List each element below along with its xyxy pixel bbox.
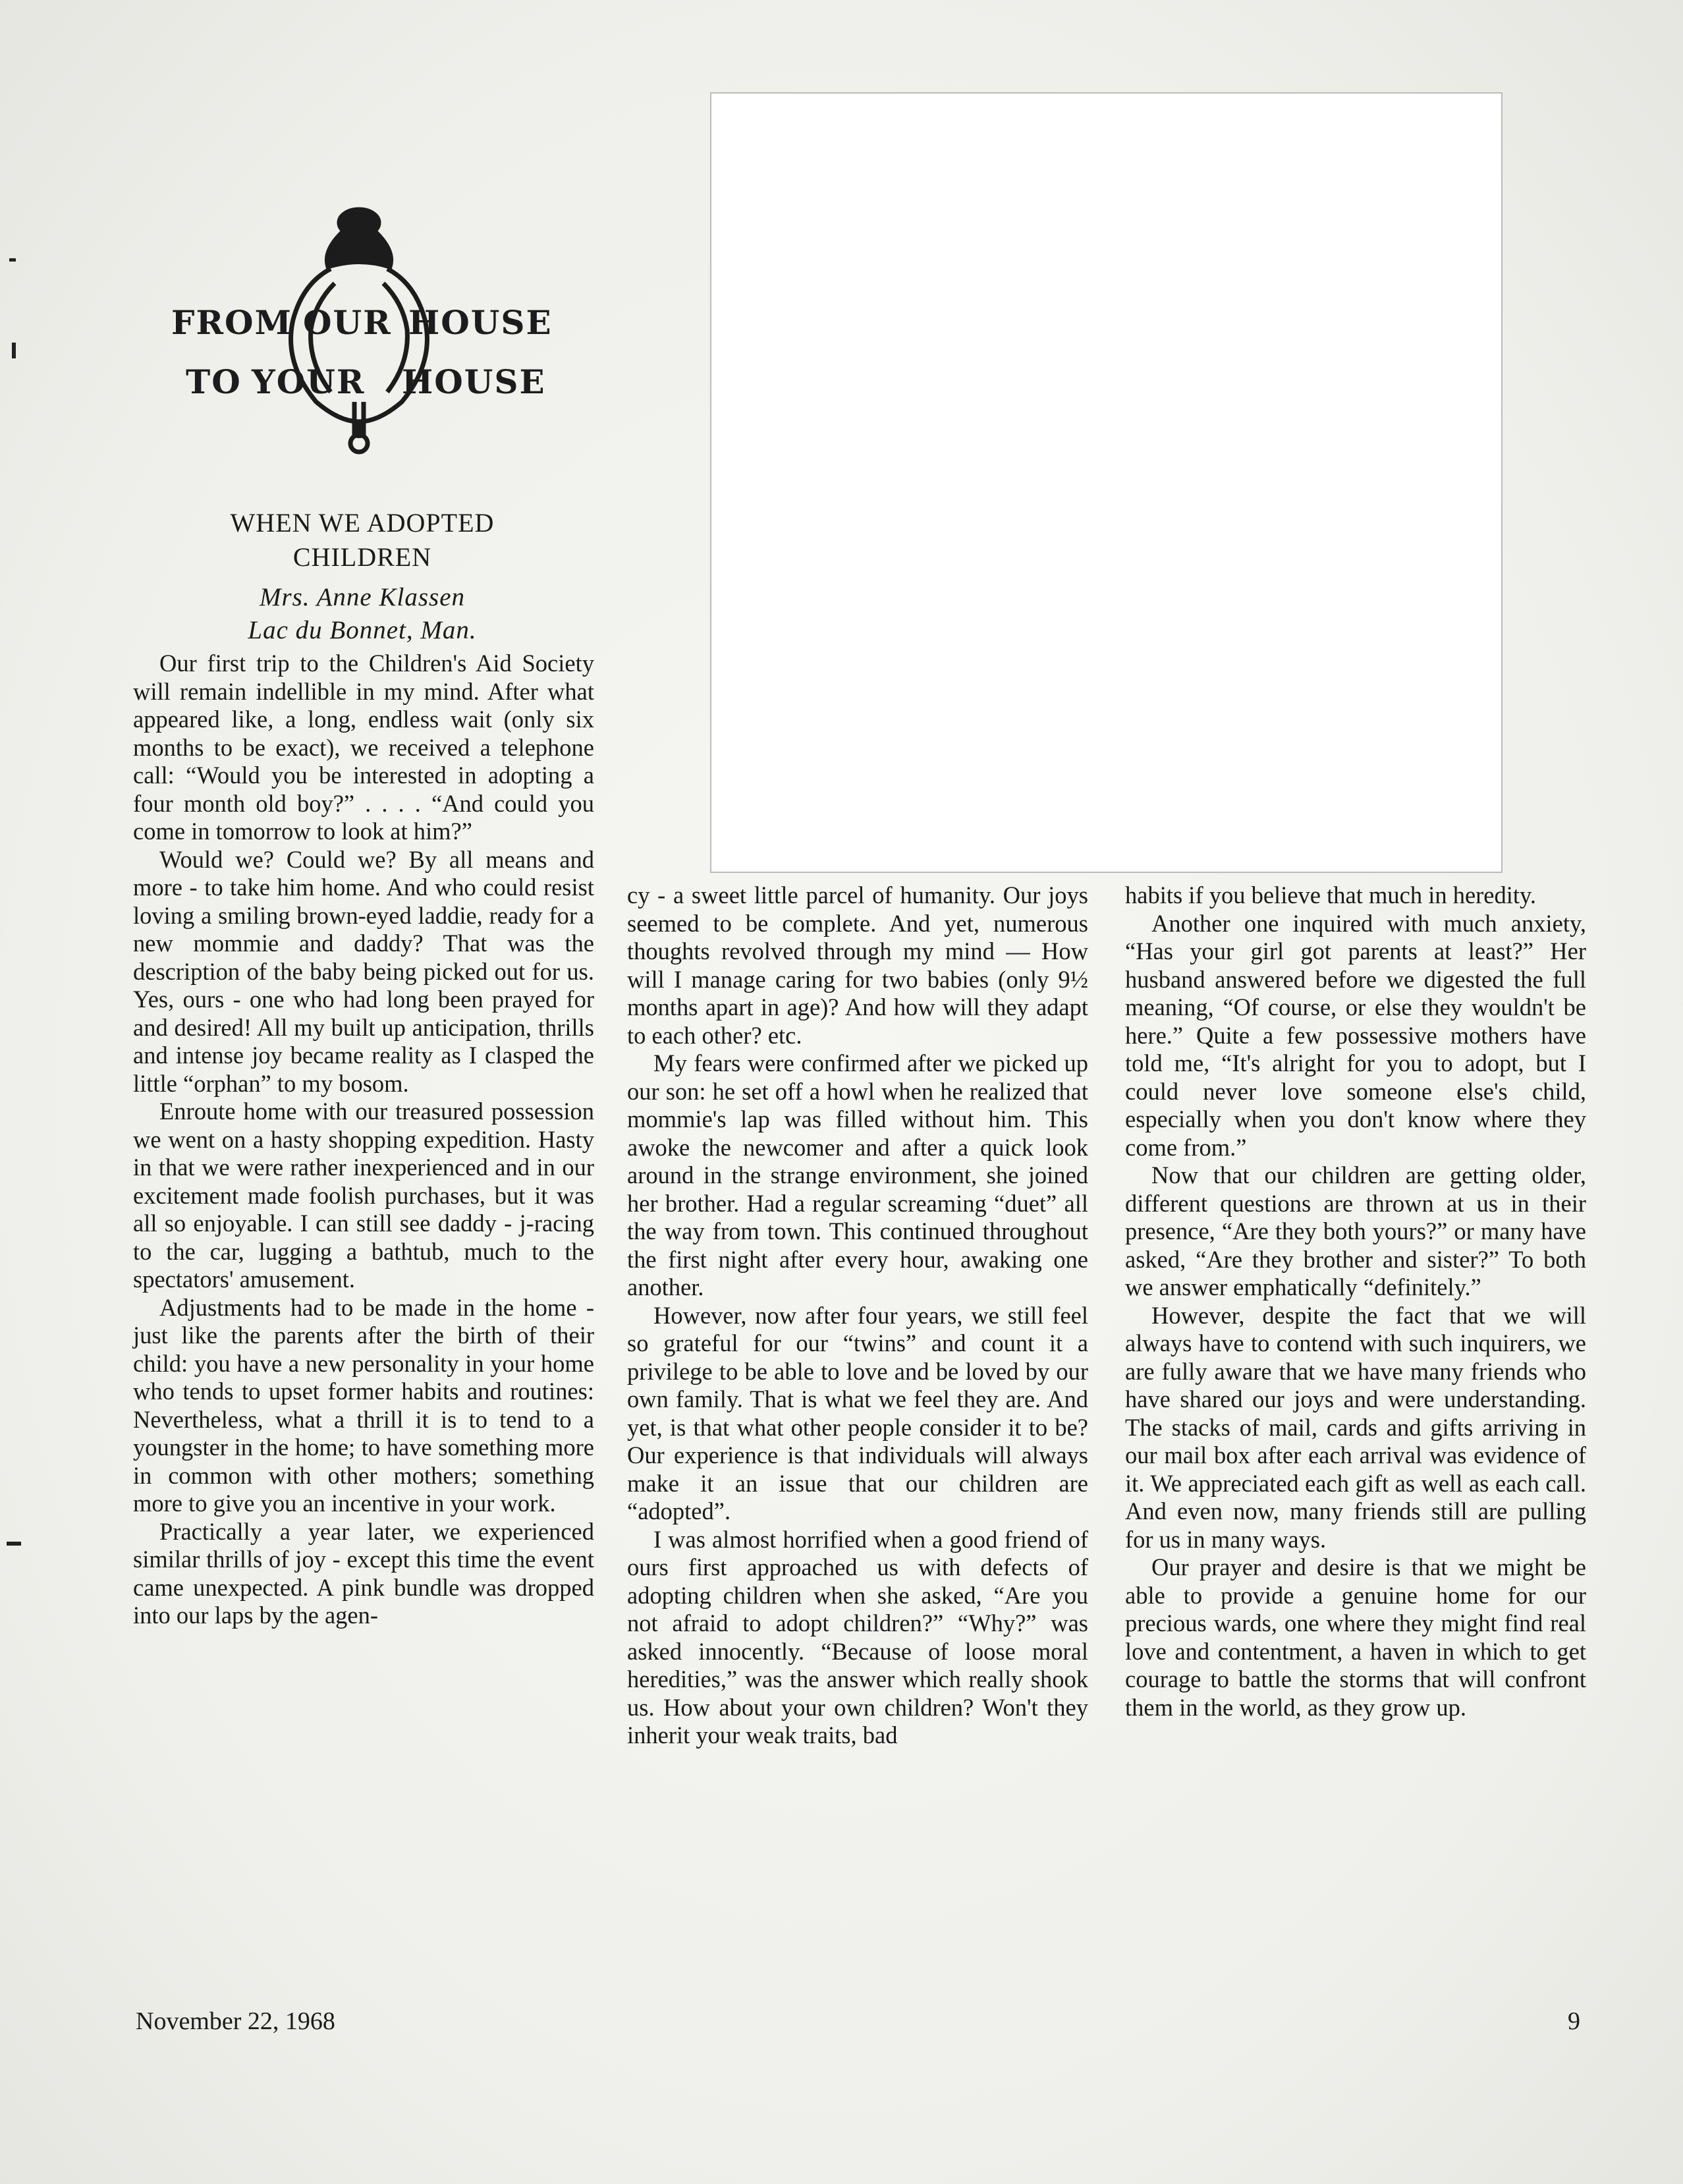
paragraph: Now that our children are getting older, different questions are thrown at us in their presence, “Are they both yours?” or many have asked, “Are they brother and sister?” To both we answer emphatically “definitely.” [1125,1162,1586,1301]
logo-word-to: TO [186,362,242,401]
paragraph: Our prayer and desire is that we might be able to provide a genuine home for our precious wards, one where they might find real love and contentment, a haven in which to get courage to battle the storms that will confront them in the world, as they grow up. [1125,1554,1586,1721]
article-location: Lac du Bonnet, Man. [248,616,477,644]
paragraph: I was almost horrified when a good friend of ours first approached us with defects of adopting children when she asked, “Are you not afraid to adopt children?” “Why?” was asked innocently. “Because of loose moral heredities,” was the answer which really shook us. How about your own children? Won't they inherit your weak traits, bad [627,1525,1088,1749]
page-number: 9 [1568,2007,1580,2035]
article-column-3 [1125,882,1586,1722]
logo-word-house-2: HOUSE [402,362,546,401]
scan-mark [9,258,16,262]
article-title-line1: WHEN WE ADOPTED [230,508,495,538]
photo-placeholder [710,92,1503,873]
logo-word-house-1: HOUSE [408,303,553,342]
logo-word-your: YOUR [252,362,366,401]
paragraph: However, despite the fact that we will always have to contend with such inquirers, we are fully aware that we have many friends who have shared our joys and were understanding. The stacks of mail, cards and gifts arriving in our mail box after each arrival was evidence of it. We appreciated each gift as well as each call. And even now, many friends still are pulling for us in many ways. [1125,1301,1586,1553]
article-title-line2: CHILDREN [292,542,432,572]
article-title [132,506,593,574]
paragraph: Our first trip to the Children's Aid Society will remain indellible in my mind. After what appeared like, a long, endless wait (only six months to be exact), we received a telephone call: “Would you be interested in adopting a four month old boy?” . . . . “And could you come in tomorrow to look at him?” [133,650,594,845]
paragraph: Would we? Could we? By all means and more - to take him home. And who could resist loving a smiling brown-eyed laddie, ready for a new mommie and daddy? That was the description of the baby being picked out for us. Yes, ours - one who had long been prayed for and desired! All my built up anticipation, thrills and intense joy became reality as I clasped the little “orphan” to my bosom. [133,845,594,1097]
paragraph: However, now after four years, we still feel so grateful for our “twins” and count it a privilege to be able to love and be loved by our own family. That is what we feel they are. And yet, is that what other people consider it to be? Our experience is that individuals will always make it an issue that our children are “adopted”. [627,1301,1088,1525]
paragraph: My fears were confirmed after we picked up our son: he set off a howl when he realized that mommie's lap was filled without him. This awoke the newcomer and after a quick look around in the strange environment, she joined her brother. Had a regular screaming “duet” all the way from town. This continued throughout the first night after every hour, awaking one another. [627,1050,1088,1301]
paragraph: Enroute home with our treasured possession we went on a hasty shopping expedition. Hasty in that we were rather inexperienced and in our excitement made foolish purchases, but it was all so enjoyable. I can still see daddy - j-racing to the car, lugging a bathtub, much to the spectators' amusement. [133,1098,594,1293]
logo-word-our: OUR [303,303,392,342]
paragraph: Another one inquired with much anxiety, “Has your girl got parents at least?” Her husband answered before we digested the full meaning, “Of course, or else they wouldn't be here.” Quite a few possessive mothers have told me, “It's alright for you to adopt, but I could never love someone else's child, especially when you don't know where they come from.” [1125,909,1586,1161]
scan-mark [7,1542,21,1546]
paragraph: Adjustments had to be made in the home - just like the parents after the birth of their child: you have a new personality in your home who tends to upset former habits and routines: Nevertheless, what a thrill it is to tend to a youngster in the home; to have something more in common with other mothers; something more to give you an incentive in your work. [133,1293,594,1517]
paragraph: Practically a year later, we experienced similar thrills of joy - except this time the event came unexpected. A pink bundle was dropped into our laps by the agen- [133,1517,594,1629]
logo-word-from: FROM [171,303,292,342]
article-column-2 [627,882,1088,1750]
issue-date: November 22, 1968 [136,2007,335,2035]
article-column-1 [133,650,594,1630]
column-logo [158,204,566,455]
paragraph: habits if you believe that much in heredity. [1125,882,1537,909]
scan-mark [12,343,16,358]
article-author: Mrs. Anne Klassen [259,583,466,611]
paragraph: cy - a sweet little parcel of humanity. Our joys seemed to be complete. And yet, numerous thoughts revolved through my mind — How will I manage caring for two babies (only 9½ months apart in age)? And how will they adapt to each other? etc. [627,882,1088,1049]
